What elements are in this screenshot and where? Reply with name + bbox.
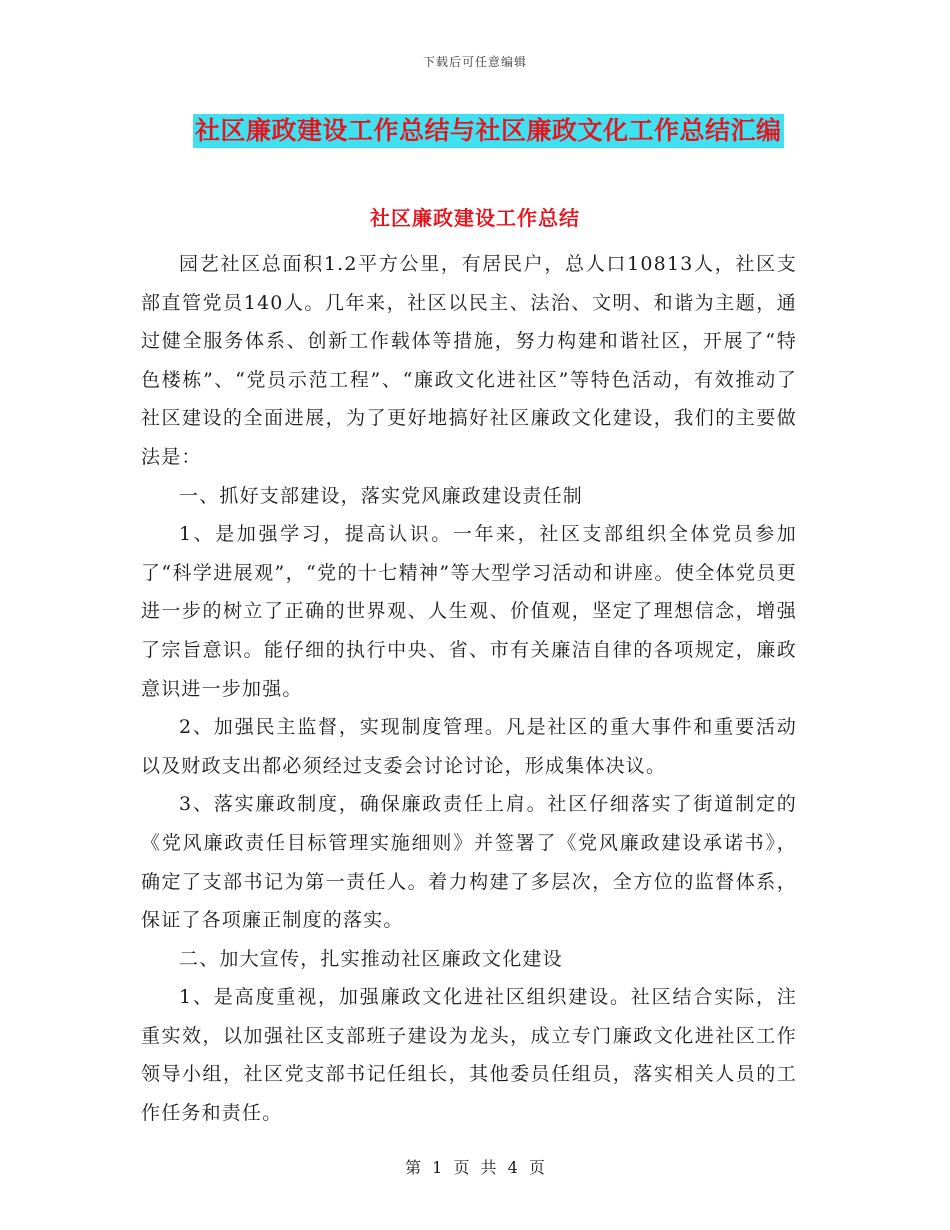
section-title: 社区廉政建设工作总结 [370,206,580,230]
page-header-note: 下载后可任意编辑 [422,55,527,69]
paragraph-item-2: 2、加强民主监督，实现制度管理。凡是社区的重大事件和重要活动以及财政支出都必须经过支委会讨论讨论，形成集体决议。 [141,716,797,777]
document-body [141,245,797,1133]
heading-section-two: 二、加大宣传，扎实推动社区廉政文化建设 [179,947,563,970]
paragraph-section-two-item-1: 1、是高度重视，加强廉政文化进社区组织建设。社区结合实际，注重实效，以加强社区支部班子建设为龙头，成立专门廉政文化进社区工作领导小组，社区党支部书记任组长，其他委员任组员，落实相关人员的工作任务和责任。 [141,986,797,1125]
heading-section-one: 一、抓好支部建设，落实党风廉政建设责任制 [179,484,584,507]
page-number: 第 1 页 共 4 页 [405,1158,545,1177]
paragraph-intro: 园艺社区总面积1.2平方公里，有居民户，总人口10813人，社区支部直管党员140人。几年来，社区以民主、法治、文明、和谐为主题，通过健全服务体系、创新工作载体等措施，努力构建和谐社区，开展了“特色楼栋”、“党员示范工程”、“廉政文化进社区”等特色活动，有效推动了社区建设的全面进展，为了更好地搞好社区廉政文化建设，我们的主要做法是： [141,253,797,468]
paragraph-item-1: 1、是加强学习，提高认识。一年来，社区支部组织全体党员参加了“科学进展观”，“党的十七精神”等大型学习活动和讲座。使全体党员更进一步的树立了正确的世界观、人生观、价值观，坚定了理想信念，增强了宗旨意识。能仔细的执行中央、省、市有关廉洁自律的各项规定，廉政意识进一步加强。 [141,523,797,700]
document-title: 社区廉政建设工作总结与社区廉政文化工作总结汇编 [193,114,784,148]
paragraph-item-3: 3、落实廉政制度，确保廉政责任上肩。社区仔细落实了街道制定的《党风廉政责任目标管理实施细则》并签署了《党风廉政建设承诺书》，确定了支部书记为第一责任人。着力构建了多层次，全方位的监督体系，保证了各项廉正制度的落实。 [141,793,797,932]
